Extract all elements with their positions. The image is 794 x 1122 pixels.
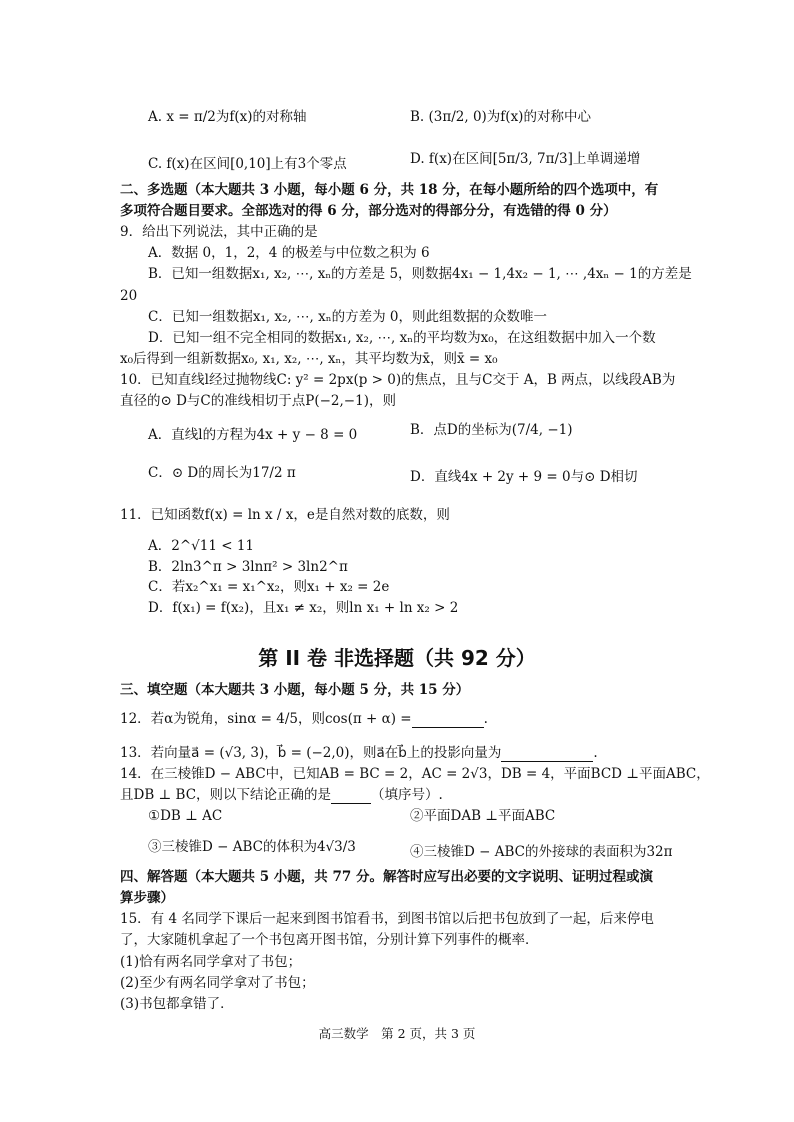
part2-title: 第 II 卷 非选择题（共 92 分） xyxy=(258,646,536,670)
q9-option-d-line1: D．已知一组不完全相同的数据x₁, x₂, ⋯, xₙ的平均数为x₀，在这组数据中加入一个数 xyxy=(148,330,656,346)
q11-option-d: D．f(x₁) = f(x₂)，且x₁ ≠ x₂，则ln x₁ + ln x₂ > 2 xyxy=(148,600,459,616)
q9-option-c: C．已知一组数据x₁, x₂, ⋯, xₙ的方差为 0，则此组数据的众数唯一 xyxy=(148,309,547,325)
q13 xyxy=(120,744,598,762)
q13-period: . xyxy=(593,745,598,761)
q9-option-b-line1: B．已知一组数据x₁, x₂, ⋯, xₙ的方差是 5，则数据4x₁ − 1,4x₂ − 1, ⋯ ,4xₙ − 1的方差是 xyxy=(148,266,692,282)
q11-option-a: A．2^√11 < 11 xyxy=(148,538,255,554)
q11-option-b: B．2ln3^π > 3lnπ² > 3ln2^π xyxy=(148,559,348,575)
q15-line1: 15．有 4 名同学下课后一起来到图书馆看书，到图书馆以后把书包放到了一起，后来停电 xyxy=(120,911,654,927)
q14-option-1: ①DB ⊥ AC xyxy=(148,808,223,824)
q9-option-b-line2: 20 xyxy=(120,288,138,304)
q9-stem: 9．给出下列说法，其中正确的是 xyxy=(120,224,318,240)
solve-header-1: 四、解答题（本大题共 5 小题，共 77 分。解答时应写出必要的文字说明、证明过程或演 xyxy=(120,869,653,885)
q9-option-a: A．数据 0，1，2，4 的极差与中位数之积为 6 xyxy=(148,245,430,261)
q14-line2 xyxy=(120,786,443,804)
q8-option-d: D. f(x)在区间[5π/3, 7π/3]上单调递增 xyxy=(410,151,641,167)
q8-option-c: C. f(x)在区间[0,10]上有3个零点 xyxy=(148,156,347,172)
q15-part1: (1)恰有两名同学拿对了书包； xyxy=(120,954,302,970)
solve-header-2: 算步骤） xyxy=(120,890,174,906)
q14-option-3: ③三棱锥D − ABC的体积为4√3/3 xyxy=(148,839,356,855)
q12-period: . xyxy=(483,711,488,727)
q14-option-4: ④三棱锥D − ABC的外接球的表面积为32π xyxy=(410,844,673,860)
q12-answer-blank xyxy=(412,713,484,728)
q14-text-end: （填序号）. xyxy=(371,787,443,803)
q13-answer-blank xyxy=(501,747,593,762)
q10-option-c: C．⊙ D的周长为17/2 π xyxy=(148,465,296,481)
q14-text: 且DB ⊥ BC，则以下结论正确的是 xyxy=(120,787,332,803)
page-footer: 高三数学 第 2 页，共 3 页 xyxy=(318,1026,476,1041)
q14-answer-blank xyxy=(331,789,371,804)
q11-option-c: C．若x₂^x₁ = x₁^x₂，则x₁ + x₂ = 2e xyxy=(148,579,390,595)
q10-option-d: D．直线4x + 2y + 9 = 0与⊙ D相切 xyxy=(410,469,638,485)
fill-header: 三、填空题（本大题共 3 小题，每小题 5 分，共 15 分） xyxy=(120,682,470,698)
q10-stem-line1: 10．已知直线l经过抛物线C: y² = 2px(p > 0)的焦点，且与C交于 A，B 两点，以线段AB为 xyxy=(120,372,676,388)
q11-stem: 11．已知函数f(x) = ln x / x，e是自然对数的底数，则 xyxy=(120,507,450,523)
multi-choice-header-2: 多项符合题目要求。全部选对的得 6 分，部分选对的得部分分，有选错的得 0 分） xyxy=(120,203,617,219)
q8-option-a: A. x = π/2为f(x)的对称轴 xyxy=(148,109,307,125)
q10-option-b: B．点D的坐标为(7/4, −1) xyxy=(410,422,573,438)
q12 xyxy=(120,710,488,728)
q14-option-2: ②平面DAB ⊥平面ABC xyxy=(410,808,556,824)
q15-line2: 了，大家随机拿起了一个书包离开图书馆，分别计算下列事件的概率． xyxy=(120,932,539,948)
q15-part2: (2)至少有两名同学拿对了书包； xyxy=(120,975,315,991)
multi-choice-header-1: 二、多选题（本大题共 3 小题，每小题 6 分，共 18 分，在每小题所给的四个选项中，有 xyxy=(120,182,659,198)
q10-option-a: A．直线l的方程为4x + y − 8 = 0 xyxy=(148,427,358,443)
q12-text: 12．若α为锐角，sinα = 4/5，则cos(π + α) = xyxy=(120,711,412,727)
q8-option-b: B. (3π/2, 0)为f(x)的对称中心 xyxy=(410,109,591,125)
q9-option-d-line2: x₀后得到一组新数据x₀, x₁, x₂, ⋯, xₙ，其平均数为x̄，则x̄ = x₀ xyxy=(120,351,498,367)
q10-stem-line2: 直径的⊙ D与C的准线相切于点P(−2,−1)，则 xyxy=(120,393,396,409)
q14-line1: 14．在三棱锥D − ABC中，已知AB = BC = 2，AC = 2√3，DB = 4，平面BCD ⊥平面ABC， xyxy=(120,766,710,782)
q15-part3: (3)书包都拿错了． xyxy=(120,996,234,1012)
q13-text: 13．若向量a⃗ = (√3, 3)，b⃗ = (−2,0)，则a⃗在b⃗上的投影向量为 xyxy=(120,745,502,761)
